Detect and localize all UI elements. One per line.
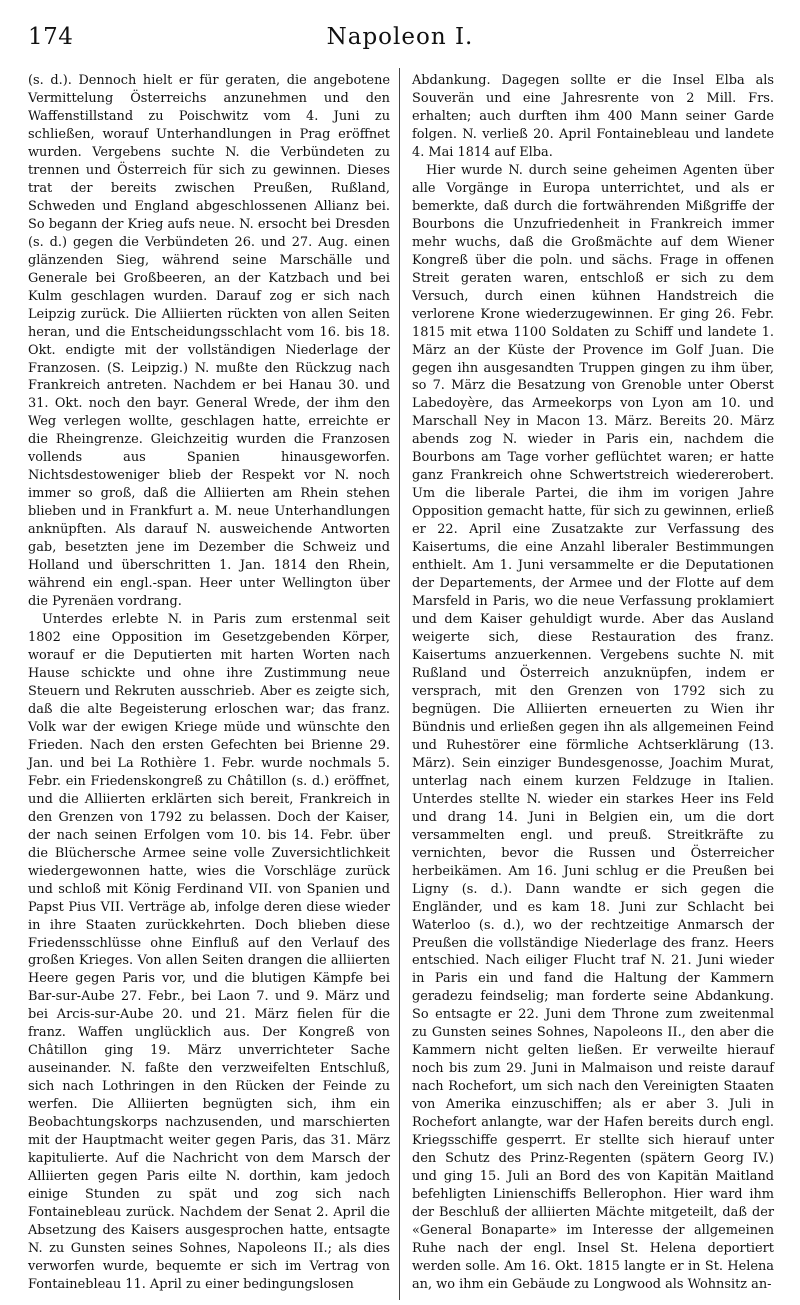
paragraph: Unterdes erlebte N. in Paris zum erstenmal seit 1802 eine Opposition im Gesetzgebenden Körper, worauf er die Deputierten mit harten Worten nach Hause schickte und ohne ihre Zustimmung neue Steuern und Rekruten ausschrieb. Aber es zeigte sich, daß die alte Begeisterung erloschen war; das franz. Volk war der ewigen Kriege müde und wünschte den Frieden. Nach den ersten Gefechten bei Brienne 29. Jan. und bei La Rothière 1. Febr. wurde nochmals 5. Febr. ein Friedenskongreß zu Châtillon (s. d.) eröffnet, und die Alliierten erklärten sich bereit, Frankreich in den Grenzen von 1792 zu belassen. Doch der Kaiser, der nach seinen Erfolgen vom 10. bis 14. Febr. über die Blüchersche Armee seine volle Zuversichtlichkeit wiedergewonnen hatte, wies die Vorschläge zurück und schloß mit König Ferdinand VII. von Spanien und Papst Pius VII. Verträge ab, infolge deren diese wieder in ihre Staaten zurückkehrten. Doch blieben diese Friedensschlüsse ohne Einfluß auf den Verlauf des großen Krieges. Von allen Seiten drangen die alliierten Heere gegen Paris vor, und die blutigen Kämpfe bei Bar-sur-Aube 27. Febr., bei Laon 7. und 9. März und bei Arcis-sur-Aube 20. und 21. März fielen für die franz. Waffen unglücklich aus. Der Kongreß von Châtillon ging 19. März unverrichteter Sache auseinander. N. faßte den verzweifelten Entschluß, sich nach Lothringen in den Rücken der Feinde zu werfen. Die Alliierten begnügten sich, ihm ein Beobachtungskorps nachzusenden, und marschierten mit der Hauptmacht weiter gegen Paris, das 31. März kapitulierte. Auf die Nachricht von dem Marsch der Alliierten gegen Paris eilte N. dorthin, kam jedoch einige Stunden zu spät und zog sich nach Fontainebleau zurück. Nachdem der Senat 2. April die Absetzung des Kaisers ausgesprochen hatte, entsagte N. zu Gunsten seines Sohnes, Napoleons II.; als dies verworfen wurde, bequemte er sich im Vertrag von Fontainebleau 11. April zu einer bedingungslosen [28,612,390,1292]
paragraph: (s. d.). Dennoch hielt er für geraten, die angebotene Vermittelung Österreichs anzunehmen und den Waffenstillstand zu Poischwitz vom 4. Juni zu schließen, worauf Unterhandlungen in Prag eröffnet wurden. Vergebens suchte N. die Verbündeten zu trennen und Österreich für sich zu gewinnen. Dieses trat der bereits zwischen Preußen, Rußland, Schweden und England abgeschlossenen Allianz bei. So begann der Krieg aufs neue. N. ersocht bei Dresden (s. d.) gegen die Verbündeten 26. und 27. Aug. einen glänzenden Sieg, während seine Marschälle und Generale bei Großbeeren, an der Katzbach und bei Kulm geschlagen wurden. Darauf zog er sich nach Leipzig zurück. Die Alliierten rückten von allen Seiten heran, und die Entscheidungsschlacht vom 16. bis 18. Okt. endigte mit der vollständigen Niederlage der Franzosen. (S. Leipzig.) N. mußte den Rückzug nach Frankreich antreten. Nachdem er bei Hanau 30. und 31. Okt. noch den bayr. General Wrede, der ihm den Weg verlegen wollte, geschlagen hatte, erreichte er die Rheingrenze. Gleichzeitig wurden die Franzosen vollends aus Spanien hinausgeworfen. Nichtsdestoweniger blieb der Respekt vor N. noch immer so groß, daß die Alliierten am Rhein stehen blieben und in Frankfurt a. M. neue Unterhandlungen anknüpften. Als darauf N. ausweichende Antworten gab, besetzten jene im Dezember die Schweiz und Holland und überschritten 1. Jan. 1814 den Rhein, während ein engl.-span. Heer unter Wellington über die Pyrenäen vordrang. [28,73,390,610]
left-column [28,72,390,1294]
column-divider [399,68,400,1300]
paragraph: Abdankung. Dagegen sollte er die Insel Elba als Souverän und eine Jahresrente von 2 Mill. Frs. erhalten; auch durften ihm 400 Mann seiner Garde folgen. N. verließ 20. April Fontainebleau und landete 4. Mai 1814 auf Elba. [412,73,774,160]
paragraph: Hier wurde N. durch seine geheimen Agenten über alle Vorgänge in Europa unterrichtet, und als er bemerkte, daß durch die fortwährenden Mißgriffe der Bourbons die Unzufriedenheit in Frankreich immer mehr wuchs, daß die Großmächte auf dem Wiener Kongreß über die poln. und sächs. Frage in offenen Streit geraten waren, entschloß er sich zu dem Versuch, durch einen kühnen Handstreich die verlorene Krone wiederzugewinnen. Er ging 26. Febr. 1815 mit etwa 1100 Soldaten zu Schiff und landete 1. März an der Küste der Provence im Golf Juan. Die gegen ihn ausgesandten Truppen gingen zu ihm über, so 7. März die Besatzung von Grenoble unter Oberst Labedoyère, das Armeekorps von Lyon am 10. und Marschall Ney in Macon 13. März. Bereits 20. März abends zog N. wieder in Paris ein, nachdem die Bourbons am Tage vorher geflüchtet waren; er hatte ganz Frankreich ohne Schwertstreich wiedererobert. Um die liberale Partei, die ihm im vorigen Jahre Opposition gemacht hatte, für sich zu gewinnen, erließ er 22. April eine Zusatzakte zur Verfassung des Kaisertums, die eine Anzahl liberaler Bestimmungen enthielt. Am 1. Juni versammelte er die Deputationen der Departements, der Armee und der Flotte auf dem Marsfeld in Paris, wo die neue Verfassung proklamiert und dem Kaiser gehuldigt wurde. Aber das Ausland weigerte sich, diese Restauration des franz. Kaisertums anzuerkennen. Vergebens suchte N. mit Rußland und Österreich anzuknüpfen, indem er versprach, mit den Grenzen von 1792 sich zu begnügen. Die Alliierten erneuerten zu Wien ihr Bündnis und erließen gegen ihn als allgemeinen Feind und Ruhestörer eine förmliche Achtserklärung (13. März). Sein einziger Bundesgenosse, Joachim Murat, unterlag nach einem kurzen Feldzuge in Italien. Unterdes stellte N. wieder ein starkes Heer ins Feld und drang 14. Juni in Belgien ein, um die dort versammelten engl. und preuß. Streitkräfte zu vernichten, bevor die Russen und Österreicher herbeikämen. Am 16. Juni schlug er die Preußen bei Ligny (s. d.). Dann wandte er sich gegen die Engländer, und es kam 18. Juni zur Schlacht bei Waterloo (s. d.), wo der rechtzeitige Anmarsch der Preußen die vollständige Niederlage des franz. Heers entschied. Nach eiliger Flucht traf N. 21. Juni wieder in Paris ein und fand die Haltung der Kammern geradezu feindselig; man forderte seine Abdankung. So entsagte er 22. Juni dem Throne zum zweitenmal zu Gunsten seines Sohnes, Napoleons II., den aber die Kammern nicht gelten ließen. Er verweilte hierauf noch bis zum 29. Juni in Malmaison und reiste darauf nach Rochefort, um sich nach den Vereinigten Staaten von Amerika einzuschiffen; als er aber 3. Juli in Rochefort anlangte, war der Hafen bereits durch engl. Kriegsschiffe gesperrt. Er stellte sich hierauf unter den Schutz des Prinz-Regenten (spätern Georg IV.) und ging 15. Juli an Bord des von Kapitän Maitland befehligten Linienschiffs Bellerophon. Hier ward ihm der Beschluß der alliierten Mächte mitgeteilt, daß der «General Bonaparte» im Interesse der allgemeinen Ruhe nach der engl. Insel St. Helena deportiert werden solle. Am 16. Okt. 1815 langte er in St. Helena an, wo ihm ein Gebäude zu Longwood als Wohnsitz an- [412,162,774,1292]
right-column [412,72,774,1294]
page-header [28,20,772,60]
running-head-title: Napoleon I. [326,24,474,50]
page-number: 174 [28,24,74,50]
